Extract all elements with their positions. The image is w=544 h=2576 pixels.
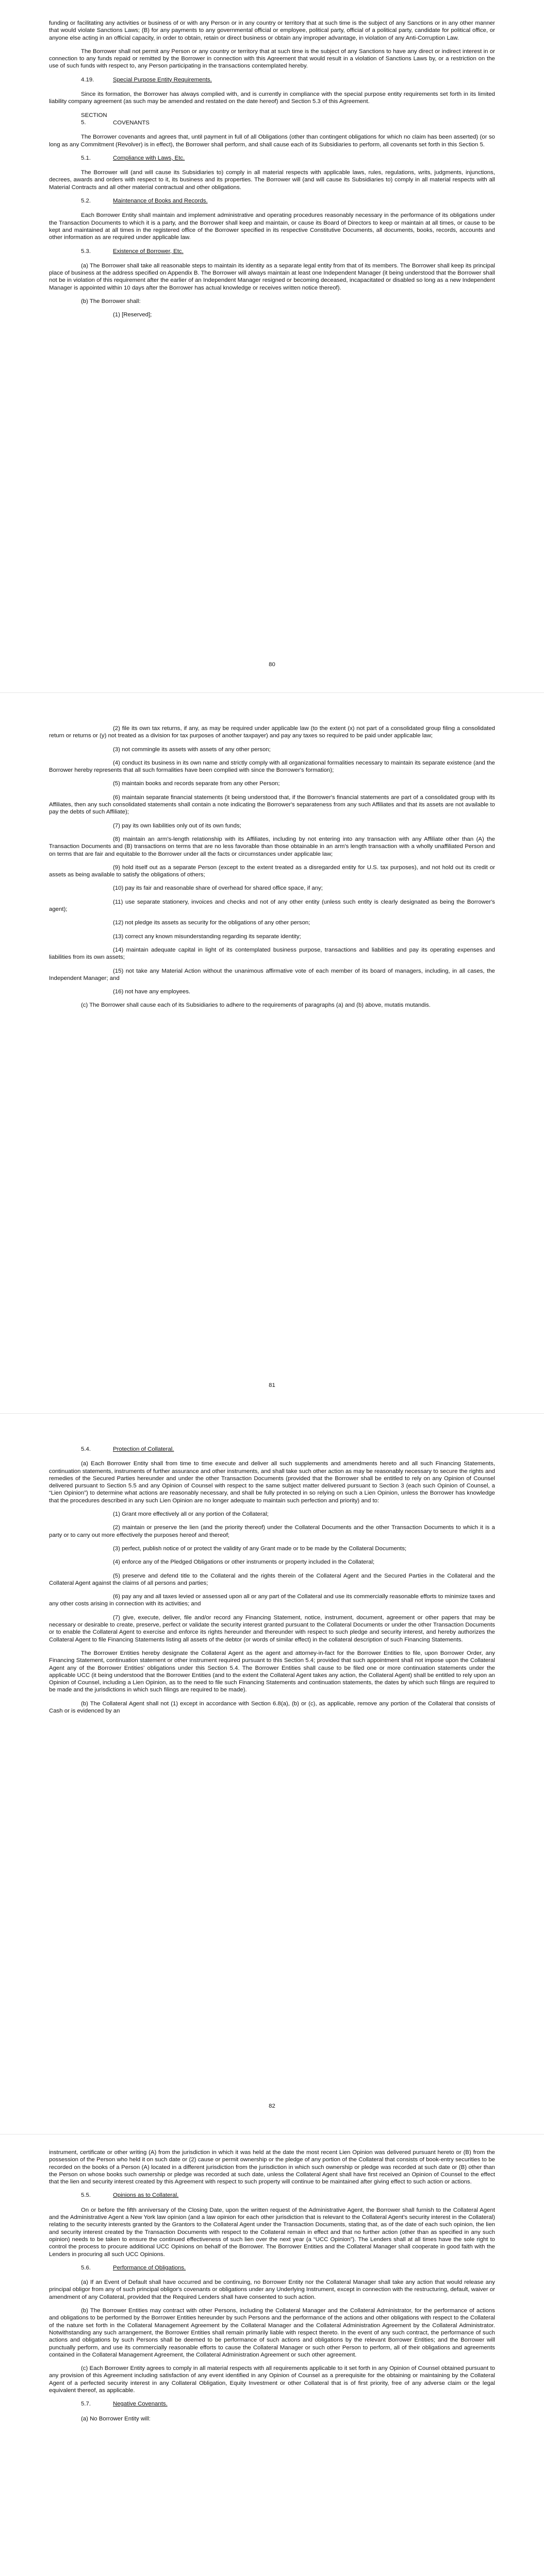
heading-number: 4.19.	[81, 76, 94, 83]
paragraph: (5) preserve and defend title to the Collateral and the rights therein of the Collateral Agent and the Secured Parties in the Collateral and the Collateral Agent against the claims of all persons and parties;	[49, 1572, 495, 1586]
heading-title: Negative Covenants.	[113, 2401, 168, 2408]
heading-number: SECTION 5.	[81, 112, 107, 126]
heading-number: 5.4.	[81, 1446, 91, 1452]
page-number: 82	[269, 2103, 275, 2109]
paragraph: The Borrower Entities hereby designate the Collateral Agent as the agent and attorney-in-fact for the Borrower Entities to file, upon Borrower Order, any Financing Statement, continuation statement or other instrument required pursuant to this Section 5.4; provided that such appointment shall not impose upon the Collateral Agent any of the Borrower Entities' obligations under this Section 5.4. The Borrower Entities shall cause to be filed one or more continuation statements under the applicable UCC (it being understood that the Borrower Entities (and to the extent the Collateral Agent takes any action, the Collateral Agent) shall be entitled to rely upon an Opinion of Counsel, including a Lien Opinion, as to the need to file such Financing Statements and continuation statements, the dates by which such filings are required to be made and the jurisdictions in which such filings are required to be made).	[49, 1650, 495, 1693]
heading-title: Maintenance of Books and Records.	[113, 198, 208, 205]
heading-title: Opinions as to Collateral.	[113, 2192, 179, 2199]
paragraph: instrument, certificate or other writing (A) from the jurisdiction in which it was held at the date the most recent Lien Opinion was delivered pursuant hereto or (B) from the possession of the Person who held it on such date or (2) cause or permit ownership or the pledge of any portion of the Collateral that consists of book-entry securities to be recorded on the books of a Person (A) located in a different jurisdiction from the jurisdiction in which such ownership or pledge was recorded at such date or (B) other than the Person on whose books such ownership or pledge was recorded at such date, unless the Collateral Agent shall have first received an Opinion of Counsel to the effect that the lien and security interest created by this Agreement with respect to such property will continue to be maintained after giving effect to such action or actions.	[49, 2149, 495, 2185]
paragraph: (12) not pledge its assets as security for the obligations of any other person;	[113, 920, 310, 926]
paragraph: (8) maintain an arm's-length relationship with its Affiliates, including by not entering into any transaction with any Affiliate other than (A) the Transaction Documents and (B) transactions on terms that are no less favorable than those obtainable in an arm's length transaction with a wholly unaffiliated Person and on terms that are fair and equitable to the Borrower under all the facts or circumstances under applicable law;	[49, 836, 495, 857]
heading-number: 5.1.	[81, 155, 91, 161]
heading-number: 5.5.	[81, 2192, 91, 2199]
subsection-heading	[49, 2264, 495, 2272]
heading-number: 5.2.	[81, 198, 91, 205]
paragraph: (c) The Borrower shall cause each of its Subsidiaries to adhere to the requirements of paragraphs (a) and (b) above, mutatis mutandis.	[81, 1002, 431, 1009]
paragraph: (16) not have any employees.	[113, 989, 191, 995]
paragraph: (a) If an Event of Default shall have occurred and be continuing, no Borrower Entity nor the Collateral Manager shall take any action that would release any principal obligor from any of such principal obligor's covenants or obligations under any Underlying Instrument, except in connection with the restructuring, default, waiver or amendment of any Collateral, provided that the Required Lenders shall have consented to such action.	[49, 2279, 495, 2300]
paragraph: (b) The Collateral Agent shall not (1) except in accordance with Section 6.8(a), (b) or (c), as applicable, remove any portion of the Collateral that consists of Cash or is evidenced by an	[49, 1700, 495, 1715]
paragraph: On or before the fifth anniversary of the Closing Date, upon the written request of the Administrative Agent, the Borrower shall furnish to the Collateral Agent and the Administrative Agent a New York law opinion (and a law opinion for each other jurisdiction that is relevant to the Collateral Agent's security interest in the Collateral) relating to the security interests granted by the Grantors to the Collateral Agent under the Transaction Documents, stating that, as of the date of each such opinion, the lien and security interest created by the Transaction Documents with respect to the Collateral remain in effect and that no further action (other than as specified in any such opinion) needs to be taken to ensure the continued effectiveness of such lien over the next year (a “UCC Opinion”). The Lenders shall at all times have the sole right to control the process to procure additional UCC Opinions on behalf of the Borrower. The Borrower Entities and the Collateral Manager shall cooperate in good faith with the Lenders in procuring all such UCC Opinions.	[49, 2207, 495, 2258]
heading-title: COVENANTS	[113, 119, 150, 126]
page-number: 80	[269, 662, 275, 668]
heading-title: Existence of Borrower, Etc.	[113, 248, 184, 255]
paragraph: (1) Grant more effectively all or any portion of the Collateral;	[113, 1511, 269, 1518]
subsection-heading	[49, 1446, 495, 1453]
page-number: 81	[269, 1382, 275, 1388]
paragraph: (4) conduct its business in its own name and strictly comply with all organizational formalities necessary to maintain its separate existence (and the Borrower hereby represents that all such formalities have been complied with since the Borrower's formation);	[49, 759, 495, 774]
heading-title: Protection of Collateral.	[113, 1446, 174, 1452]
paragraph: (2) maintain or preserve the lien (and the priority thereof) under the Collateral Documents and the other Transaction Documents to which it is a party or to carry out more effectively the purposes hereof and thereof;	[49, 1524, 495, 1538]
paragraph: (b) The Borrower Entities may contract with other Persons, including the Collateral Manager and the Collateral Administrator, for the performance of actions and obligations to be performed by the Borrower Entities hereunder by such Persons and the performance of the actions and other obligations with respect to the Collateral of the nature set forth in the Collateral Management Agreement by the Collateral Manager and the Collateral Administration Agreement by the Collateral Administrator. Notwithstanding any such arrangement, the Borrower Entities shall remain primarily liable with respect thereto. In the event of any such contract, the performance of such actions and obligations by such Persons shall be deemed to be performance of such actions and obligations by the relevant Borrower Entities; and the Borrower will punctually perform, and use its commercially reasonable efforts to cause the Collateral Manager or such other Person to perform, all of their obligations and agreements contained in the Collateral Management Agreement, the Collateral Administration Agreement or such other agreement.	[49, 2308, 495, 2358]
page-81	[0, 693, 544, 1413]
heading-number: 5.7.	[81, 2401, 91, 2408]
paragraph: The Borrower will (and will cause its Subsidiaries to) comply in all material respects with applicable laws, rules, regulations, writs, judgments, injunctions, decrees, awards and orders with respect to it, its business and its properties. The Borrower will (and will cause its Subsidiaries to) comply in all material respects with all Material Contracts and all other material contractual and other obligations.	[49, 170, 495, 191]
paragraph: (10) pay its fair and reasonable share of overhead for shared office space, if any;	[113, 885, 323, 892]
paragraph: (7) pay its own liabilities only out of its own funds;	[113, 822, 241, 829]
subsection-heading	[49, 76, 495, 83]
paragraph: (7) give, execute, deliver, file and/or record any Financing Statement, notice, instrument, document, agreement or other papers that may be necessary or desirable to create, preserve, perfect or validate the security interest granted pursuant to the Collateral Documents or under the other Transaction Documents or to enable the Collateral Agent to exercise and enforce its rights hereunder and thereunder with respect to such pledge and security interest, and hereby authorizes the Collateral Agent to file Financing Statements listing all assets of the debtor (or words of similar effect) in the collateral description of such Financing Statements.	[49, 1614, 495, 1643]
paragraph: (a) No Borrower Entity will:	[81, 2415, 151, 2422]
subsection-heading	[49, 248, 495, 255]
paragraph: The Borrower covenants and agrees that, until payment in full of all Obligations (other than contingent obligations for which no claim has been asserted) (or so long as any Commitment (Revolver) is in effect), the Borrower shall perform, and shall cause each of its Subsidiaries to perform, all covenants set forth in this Section 5.	[49, 134, 495, 148]
paragraph: (6) pay any and all taxes levied or assessed upon all or any part of the Collateral and use its commercially reasonable efforts to minimize taxes and any other costs arising in connection with its activities; and	[49, 1594, 495, 1607]
paragraph: funding or facilitating any activities or business of or with any Person or in any country or territory that at such time is the subject of any Sanctions or in any other manner that would violate Sanctions Laws; (B) for any payments to any governmental official or employee, political party, official of a political party, candidate for political office, or anyone else acting in an official capacity, in order to obtain, retain or direct business or obtain any improper advantage, in violation of any Anti-Corruption Law.	[49, 20, 495, 41]
paragraph: (13) correct any known misunderstanding regarding its separate identity;	[113, 933, 301, 940]
paragraph: (a) The Borrower shall take all reasonable steps to maintain its identity as a separate legal entity from that of its members. The Borrower shall keep its principal place of business at the address specified on Appendix B. The Borrower will always maintain at least one Independent Manager (it being understood that the Borrower shall not be in violation of this requirement after the earlier of an Independent Manager resigned or becoming deceased, incapacitated or disabled so long as a new Independent Manager is appointed within 10 days after the Borrower has actual knowledge or receives written notice thereof).	[49, 262, 495, 291]
paragraph: (9) hold itself out as a separate Person (except to the extent treated as a disregarded entity for U.S. tax purposes), and not hold out its credit or assets as being available to satisfy the obligations of others;	[49, 864, 495, 878]
heading-number: 5.3.	[81, 248, 91, 255]
section-heading	[81, 112, 495, 127]
subsection-heading	[49, 2192, 495, 2199]
heading-number: 5.6.	[81, 2264, 91, 2271]
paragraph: Since its formation, the Borrower has always complied with, and is currently in compliance with the special purpose entity requirements set forth in its limited liability company agreement (as such may be amended and restated on the date hereof) and Section 5.3 of this Agreement.	[49, 91, 495, 105]
subsection-heading	[49, 155, 495, 162]
page-83	[0, 2134, 544, 2576]
heading-title: Performance of Obligations.	[113, 2264, 186, 2271]
paragraph: (2) file its own tax returns, if any, as may be required under applicable law (to the extent (x) not part of a consolidated group filing a consolidated return or returns or (y) not treated as a division for tax purposes of another taxpayer) and pay any taxes so required to be paid under applicable law;	[49, 725, 495, 739]
heading-title: Special Purpose Entity Requirements.	[113, 76, 212, 83]
page-80	[0, 0, 544, 692]
heading-title: Compliance with Laws, Etc.	[113, 155, 185, 161]
paragraph: (b) The Borrower shall:	[81, 298, 141, 305]
paragraph: (3) perfect, publish notice of or protect the validity of any Grant made or to be made by the Collateral Documents;	[113, 1545, 407, 1552]
paragraph: (1) [Reserved];	[113, 312, 152, 318]
paragraph: (c) Each Borrower Entity agrees to comply in all material respects with all requirements applicable to it set forth in any Opinion of Counsel obtained pursuant to any provision of this Agreement including satisfaction of any event identified in any Opinion of Counsel as a prerequisite for the obtaining or maintaining by the Collateral Agent of a perfected security interest in any Collateral Obligation, Equity Investment or other Collateral that is of first priority, free of any adverse claim or the legal equivalent thereof, as applicable.	[49, 2365, 495, 2394]
paragraph: (5) maintain books and records separate from any other Person;	[113, 781, 280, 787]
paragraph: (11) use separate stationery, invoices and checks and not of any other entity (unless such entity is clearly designated as being the Borrower's agent);	[49, 899, 495, 913]
subsection-heading	[49, 2400, 495, 2408]
paragraph: (4) enforce any of the Pledged Obligations or other instruments or property included in the Collateral;	[113, 1559, 375, 1566]
paragraph: (a) Each Borrower Entity shall from time to time execute and deliver all such supplements and amendments hereto and all such Financing Statements, continuation statements, instruments of further assurance and other instruments, and shall take such other action as may be reasonably necessary to secure the rights and remedies of the Secured Parties hereunder and under the other Transaction Documents (provided that the Borrower shall be entitled to rely on any Opinion of Counsel delivered pursuant to Section 5.5 and any Opinion of Counsel with respect to the same subject matter delivered pursuant to Section 3 (each such Opinion of Counsel, a “Lien Opinion”) to determine what actions are reasonably necessary, and shall be fully protected in so relying on such a Lien Opinion, unless the Borrower has knowledge that the procedures described in any such Lien Opinion are no longer adequate to maintain such perfection and priority) and to:	[49, 1461, 495, 1504]
paragraph: (3) not commingle its assets with assets of any other person;	[113, 746, 271, 753]
paragraph: (15) not take any Material Action without the unanimous affirmative vote of each member of its board of managers, including, in all cases, the Independent Manager; and	[49, 968, 495, 981]
paragraph: Each Borrower Entity shall maintain and implement administrative and operating procedures reasonably necessary in the performance of its obligations under the Transaction Documents to which it is a party, and the Borrower shall keep and maintain, or cause its Board of Directors to keep or maintain at all times, or cause to be kept and maintained at all times in the registered office of the Borrower specified in its respective Constitutive Documents, all documents, books, records, accounts and other information as are required under applicable law.	[49, 212, 495, 241]
paragraph: (14) maintain adequate capital in light of its contemplated business purpose, transactions and liabilities and pay its operating expenses and liabilities from its own assets;	[49, 946, 495, 961]
subsection-heading	[49, 197, 495, 205]
paragraph: (6) maintain separate financial statements (it being understood that, if the Borrower's financial statements are part of a consolidated group with its Affiliates, then any such consolidated statements shall contain a note indicating the Borrower's separateness from any such Affiliates and that its assets are not available to pay the debts of such Affiliate);	[49, 794, 495, 816]
paragraph: The Borrower shall not permit any Person or any country or territory that at such time is the subject of any Sanctions to have any direct or indirect interest in or connection to any funds repaid or remitted by the Borrower in connection with this Agreement that would result in a violation of Sanctions Laws by, or a restriction on the use of such funds with respect to, any Person participating in the transactions contemplated hereby.	[49, 48, 495, 70]
page-82	[0, 1414, 544, 2134]
